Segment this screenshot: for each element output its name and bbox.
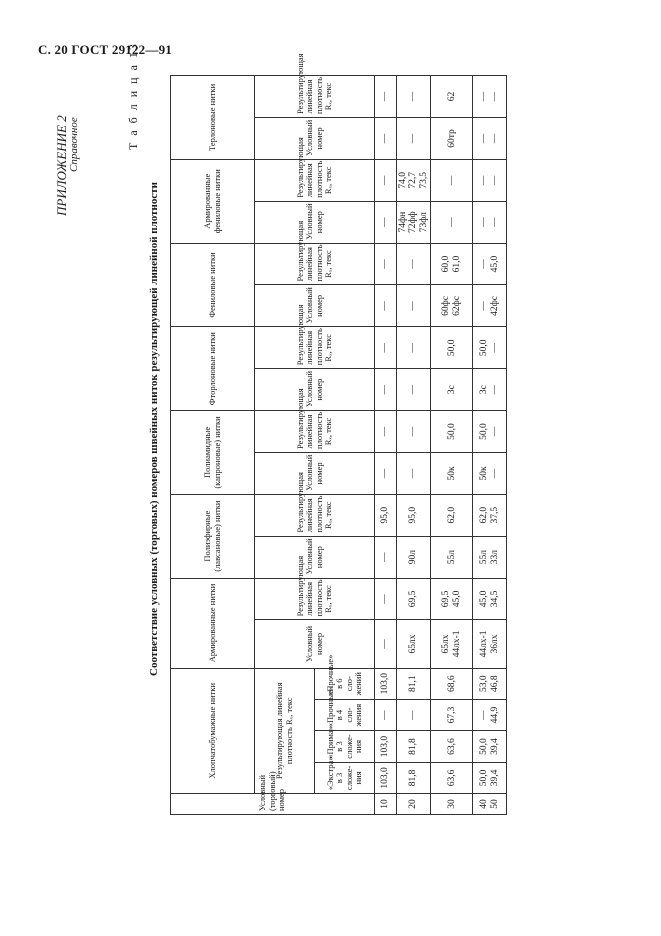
table-cell xyxy=(397,699,431,730)
cell-value: — xyxy=(408,343,419,353)
table-cell xyxy=(473,159,507,201)
cell-value: 10 xyxy=(380,799,391,809)
table-cell xyxy=(397,369,431,411)
table-cell xyxy=(473,494,507,536)
table-cell xyxy=(375,699,397,730)
cell-value: 37,5 xyxy=(489,506,500,524)
header-group: Полиамидные (капроновые) нитки xyxy=(171,411,255,495)
cell-value: 103,0 xyxy=(380,735,391,758)
table-row xyxy=(431,76,473,815)
header-group: Фениловые нитки xyxy=(171,243,255,327)
header-row-mid xyxy=(255,76,315,815)
table-cell xyxy=(397,285,431,327)
cell-value: 62,0 xyxy=(479,506,490,524)
cell-value: — xyxy=(380,343,391,353)
cell-value: 90л xyxy=(408,549,419,565)
cell-value: 95,0 xyxy=(408,506,419,524)
table-cell xyxy=(397,76,431,118)
table-cell xyxy=(473,285,507,327)
header-cotton-col: «Прочные» в 4 сло-жения xyxy=(315,699,375,730)
cell-value: — xyxy=(380,175,391,186)
cell-value: 50к xyxy=(446,466,457,481)
cell-value: — xyxy=(479,217,490,227)
cell-value: 81,8 xyxy=(408,769,419,787)
cell-value: 62 xyxy=(446,91,457,102)
header-group: Фторлоновые нитки xyxy=(171,327,255,411)
cell-value: 65лх xyxy=(408,634,419,654)
cell-value: — xyxy=(380,301,391,311)
header-row-top xyxy=(171,76,255,815)
table-cell xyxy=(375,76,397,118)
table-cell xyxy=(431,620,473,668)
table-cell xyxy=(397,243,431,285)
table-cell xyxy=(473,731,507,762)
cell-value: 53,0 xyxy=(479,675,490,693)
table-cell xyxy=(375,668,397,699)
cell-value: 34,5 xyxy=(489,590,500,608)
cell-value: 67,3 xyxy=(446,706,457,724)
table-cell xyxy=(431,494,473,536)
header-cond-no: Условный номер xyxy=(255,201,375,243)
table-row xyxy=(397,76,431,815)
table-cell xyxy=(431,285,473,327)
table-cell xyxy=(431,243,473,285)
table-row xyxy=(473,76,507,815)
table-cell xyxy=(397,578,431,620)
header-cond-no: Условный номер xyxy=(255,620,375,668)
header-cond-no: Условный номер xyxy=(255,452,375,494)
table-cell xyxy=(431,668,473,699)
table-cell xyxy=(473,668,507,699)
cell-value: 50,0 xyxy=(446,339,457,357)
cell-value: 60,0 xyxy=(441,255,452,273)
table-cell xyxy=(431,411,473,453)
cell-value: 50к xyxy=(479,466,490,481)
cell-value: — xyxy=(380,710,391,720)
cell-value: 69,5 xyxy=(408,590,419,608)
table-cell xyxy=(375,794,397,815)
cell-value: 81,8 xyxy=(408,738,419,755)
table-cell xyxy=(473,536,507,578)
table-cell xyxy=(473,76,507,118)
cell-value: — xyxy=(380,259,391,269)
cell-value: 69,5 xyxy=(441,590,452,608)
cell-value: — xyxy=(489,343,500,353)
cell-value: 65лх xyxy=(441,634,452,654)
table-cell xyxy=(473,578,507,620)
cell-value: — xyxy=(380,552,391,562)
table-cell xyxy=(431,159,473,201)
cell-value: — xyxy=(489,133,500,144)
data-table xyxy=(170,53,507,815)
cell-value: 63,6 xyxy=(446,769,457,787)
header-cotton-col: «Прима» в 3 сложе-ния xyxy=(315,731,375,762)
table-cell xyxy=(397,668,431,699)
table-cell xyxy=(397,411,431,453)
cell-value: — xyxy=(479,91,490,102)
cell-value: 44лх-1 xyxy=(451,630,462,658)
header-cotton-group: Хлопчатобумажные нитки xyxy=(171,668,255,794)
cell-value: — xyxy=(408,91,419,102)
table-cell xyxy=(473,620,507,668)
cell-value: 33л xyxy=(489,549,500,565)
table-cell xyxy=(375,285,397,327)
cell-value: — xyxy=(489,91,500,102)
header-cond-no: Условный номер xyxy=(255,118,375,160)
cell-value: — xyxy=(380,468,391,479)
header-group: Терлоновые нитки xyxy=(171,76,255,160)
table-cell xyxy=(375,327,397,369)
cell-value: 45,0 xyxy=(451,590,462,608)
cell-value: 3с xyxy=(446,385,457,395)
cell-value: — xyxy=(489,217,500,227)
cell-value: 40 xyxy=(479,799,490,809)
cell-value: 30 xyxy=(446,799,457,809)
cell-value: — xyxy=(479,710,490,720)
cell-value: 62фс xyxy=(451,295,462,316)
cell-value: — xyxy=(408,426,419,437)
cell-value: — xyxy=(380,217,391,227)
cell-value: 20 xyxy=(408,799,419,809)
table-cell xyxy=(431,452,473,494)
cell-value: 50,0 xyxy=(479,738,490,755)
cell-value: — xyxy=(408,259,419,269)
cell-value: 95,0 xyxy=(380,506,391,524)
appendix-title: ПРИЛОЖЕНИЕ 2 xyxy=(54,115,69,216)
cell-value: 62,0 xyxy=(446,506,457,524)
table-cell xyxy=(375,731,397,762)
cell-value: 74,0 xyxy=(398,172,408,189)
table-cell xyxy=(375,243,397,285)
cell-value: 3с xyxy=(479,385,490,395)
cell-value: — xyxy=(408,384,419,395)
cell-value: 50,0 xyxy=(446,423,457,440)
table-cell xyxy=(397,731,431,762)
header-cond-no: Условный номер xyxy=(255,536,375,578)
header-res-density: Результирующая линейная плотность Rₓ, текс xyxy=(255,159,375,201)
header-conditional-number: Условный (торговый) номер xyxy=(171,794,375,815)
table-cell xyxy=(473,452,507,494)
table-cell xyxy=(375,159,397,201)
cell-value: 61,0 xyxy=(451,255,462,273)
cell-value: 50,0 xyxy=(479,769,490,787)
cell-value: 36лх xyxy=(489,634,500,654)
table-cell xyxy=(375,762,397,793)
table-cell xyxy=(397,118,431,160)
table-cell xyxy=(431,76,473,118)
table-cell xyxy=(431,327,473,369)
table-cell xyxy=(431,731,473,762)
table-row xyxy=(375,76,397,815)
header-cond-no: Условный номер xyxy=(255,369,375,411)
cell-value: — xyxy=(479,133,490,144)
table-cell xyxy=(397,327,431,369)
header-cotton-col: «Экстра» в 3 сложе-ния xyxy=(315,762,375,793)
header-res-density: Результирующая линейная плотность Rₓ, текс xyxy=(255,578,375,620)
table-cell xyxy=(397,201,431,243)
cell-value: 68,6 xyxy=(446,675,457,693)
cell-value: 45,0 xyxy=(489,255,500,273)
cell-value: — xyxy=(380,133,391,144)
cell-value: 73,5 xyxy=(418,172,429,189)
header-group: Полиэфирные (лавсановые) нитки xyxy=(171,494,255,578)
table-cell xyxy=(431,201,473,243)
cell-value: 46,8 xyxy=(489,675,500,693)
cell-value: — xyxy=(408,468,419,479)
cell-value: 60фс xyxy=(441,295,452,316)
table-cell xyxy=(375,536,397,578)
page-header: С. 20 ГОСТ 29122—91 xyxy=(38,42,172,57)
table-cell xyxy=(431,369,473,411)
cell-value: 44лх-1 xyxy=(479,630,490,658)
cell-value: — xyxy=(408,133,419,144)
cell-value: — xyxy=(408,301,419,311)
header-cond-no: Условный номер xyxy=(255,285,375,327)
table-label: Т а б л и ц а 13 xyxy=(126,42,140,150)
cell-value: — xyxy=(479,175,490,186)
header-cotton-col: «Прочные» в 6 сло-жений xyxy=(315,668,375,699)
cell-value: — xyxy=(446,217,457,227)
table-cell xyxy=(473,118,507,160)
table-cell xyxy=(397,762,431,793)
cell-value: 60тр xyxy=(446,129,457,148)
table-cell xyxy=(473,201,507,243)
cell-value: — xyxy=(408,710,419,720)
cell-value: — xyxy=(380,594,391,604)
cell-value: — xyxy=(380,91,391,102)
table-cell xyxy=(397,494,431,536)
table-cell xyxy=(473,369,507,411)
table-cell xyxy=(375,578,397,620)
cell-value: 50,0 xyxy=(479,423,490,440)
header-group: Армированные фениловые нитки xyxy=(171,159,255,243)
table-cell xyxy=(375,201,397,243)
table-cell xyxy=(431,578,473,620)
table-cell xyxy=(473,762,507,793)
cell-value: 50,0 xyxy=(479,339,490,357)
table-cell xyxy=(397,159,431,201)
table-cell xyxy=(375,620,397,668)
header-res-density: Результирующая линейная плотность Rₓ, текс xyxy=(255,76,375,118)
cell-value: — xyxy=(489,426,500,437)
table-cell xyxy=(473,411,507,453)
cell-value: — xyxy=(479,301,490,311)
table-cell xyxy=(375,369,397,411)
cell-value: 73фл xyxy=(418,212,429,233)
cell-value: — xyxy=(446,175,457,186)
table-cell xyxy=(431,794,473,815)
table-cell xyxy=(473,794,507,815)
header-res-density: Результирующая линейная плотность Rₓ, текс xyxy=(255,494,375,536)
cell-value: 63,6 xyxy=(446,738,457,755)
table-cell xyxy=(473,699,507,730)
table-caption: Соответствие условных (торговых) номеров швейных ниток результирующей линейной плотности xyxy=(148,181,160,676)
table-cell xyxy=(397,620,431,668)
table-cell xyxy=(397,794,431,815)
cell-value: — xyxy=(380,639,391,649)
cell-value: — xyxy=(489,175,500,186)
table-cell xyxy=(431,536,473,578)
cell-value: 44,9 xyxy=(489,706,500,724)
header-res-density: Результирующая линейная плотность Rₓ, текс xyxy=(255,411,375,453)
cell-value: 74фн xyxy=(398,211,408,233)
appendix-subtitle: Справочное xyxy=(68,117,80,172)
cell-value: 45,0 xyxy=(479,590,490,608)
cell-value: — xyxy=(489,468,500,479)
table-cell xyxy=(431,118,473,160)
cell-value: 103,0 xyxy=(380,767,391,789)
header-res-density: Результирующая линейная плотность Rₓ, текс xyxy=(255,327,375,369)
cell-value: 42фс xyxy=(489,295,500,316)
cell-value: 72,7 xyxy=(408,172,419,189)
cell-value: 50 xyxy=(489,799,500,809)
table-cell xyxy=(375,452,397,494)
table-cell xyxy=(431,762,473,793)
table-body xyxy=(375,76,507,815)
table-frame xyxy=(170,53,500,815)
table-cell xyxy=(397,452,431,494)
table-cell xyxy=(431,699,473,730)
table-cell xyxy=(375,411,397,453)
table-cell xyxy=(375,118,397,160)
cell-value: 55л xyxy=(479,549,490,565)
header-cotton-density: Результирующая линейная плотность Rₓ, текс xyxy=(255,668,315,794)
cell-value: 39,4 xyxy=(489,738,500,755)
header-group: Армированные нитки xyxy=(171,578,255,668)
cell-value: — xyxy=(380,426,391,437)
table-cell xyxy=(375,494,397,536)
table-cell xyxy=(397,536,431,578)
header-res-density: Результирующая линейная плотность Rₓ, текс xyxy=(255,243,375,285)
cell-value: 39,4 xyxy=(489,769,500,787)
cell-value: — xyxy=(380,384,391,395)
table-cell xyxy=(473,243,507,285)
cell-value: 72фф xyxy=(408,211,419,234)
cell-value: — xyxy=(489,384,500,395)
cell-value: — xyxy=(479,259,490,269)
table-cell xyxy=(473,327,507,369)
cell-value: 55л xyxy=(446,549,457,565)
cell-value: 103,0 xyxy=(380,673,391,695)
cell-value: 81,1 xyxy=(408,675,419,693)
